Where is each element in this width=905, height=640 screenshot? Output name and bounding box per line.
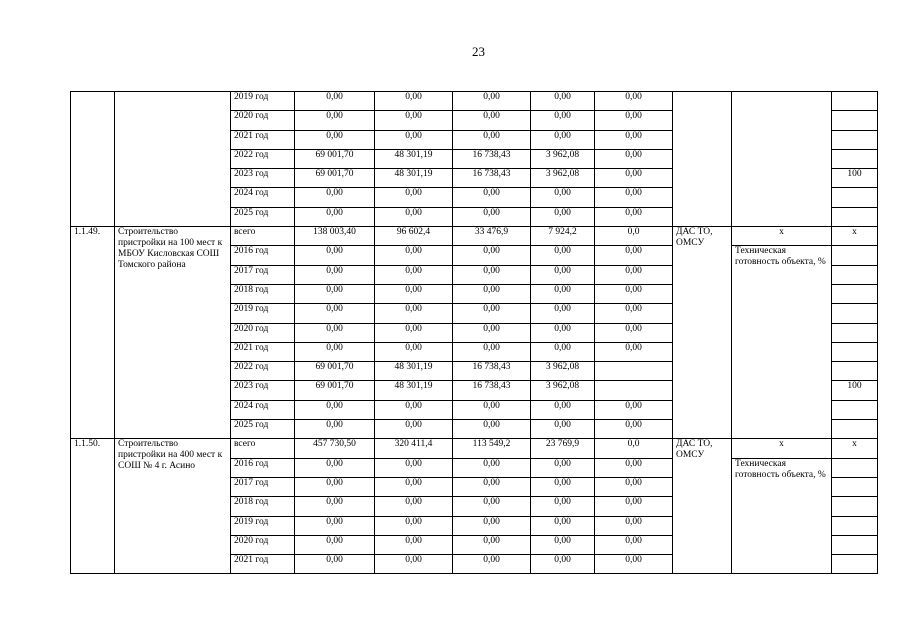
period-label: 2023 год	[231, 169, 295, 188]
table-row	[71, 92, 878, 111]
regional-value: 0,00	[453, 111, 531, 130]
period-label: 2019 год	[231, 304, 295, 323]
period-label: 2017 год	[231, 265, 295, 284]
regional-value: 0,00	[453, 188, 531, 207]
extra-value: 0,00	[595, 284, 673, 303]
federal-value: 0,00	[375, 284, 453, 303]
regional-value: 0,00	[453, 420, 531, 439]
total-value: 69 001,70	[295, 149, 375, 168]
target-value	[832, 265, 878, 284]
indicator-name	[732, 92, 832, 227]
regional-value: 0,00	[453, 400, 531, 419]
extra-value: 0,0	[595, 227, 673, 246]
period-label: 2025 год	[231, 420, 295, 439]
extra-value: 0,00	[595, 400, 673, 419]
regional-value: 0,00	[453, 323, 531, 342]
target-value	[832, 207, 878, 226]
indicator-top-value: x	[832, 227, 878, 246]
target-value	[832, 188, 878, 207]
period-label: всего	[231, 439, 295, 458]
federal-value: 0,00	[375, 420, 453, 439]
federal-value: 0,00	[375, 458, 453, 477]
target-value	[832, 362, 878, 381]
local-value: 0,00	[531, 92, 595, 111]
extra-value: 0,0	[595, 439, 673, 458]
local-value: 0,00	[531, 420, 595, 439]
local-value: 0,00	[531, 188, 595, 207]
local-value: 0,00	[531, 400, 595, 419]
target-value	[832, 92, 878, 111]
item-name	[115, 92, 231, 227]
extra-value: 0,00	[595, 265, 673, 284]
total-value: 0,00	[295, 516, 375, 535]
local-value: 3 962,08	[531, 381, 595, 400]
regional-value: 0,00	[453, 342, 531, 361]
indicator-top: x	[732, 439, 832, 458]
regional-value: 16 738,43	[453, 169, 531, 188]
extra-value: 0,00	[595, 477, 673, 496]
federal-value: 0,00	[375, 111, 453, 130]
period-label: 2025 год	[231, 207, 295, 226]
local-value: 0,00	[531, 284, 595, 303]
regional-value: 0,00	[453, 516, 531, 535]
regional-value: 113 549,2	[453, 439, 531, 458]
table-row	[71, 439, 878, 458]
local-value: 3 962,08	[531, 362, 595, 381]
period-label: 2021 год	[231, 130, 295, 149]
local-value: 23 769,9	[531, 439, 595, 458]
period-label: 2016 год	[231, 458, 295, 477]
local-value: 0,00	[531, 246, 595, 265]
regional-value: 0,00	[453, 304, 531, 323]
target-value	[832, 246, 878, 265]
total-value: 0,00	[295, 477, 375, 496]
indicator-top-value: x	[832, 439, 878, 458]
extra-value: 0,00	[595, 304, 673, 323]
local-value: 0,00	[531, 477, 595, 496]
total-value: 0,00	[295, 246, 375, 265]
period-label: 2018 год	[231, 497, 295, 516]
local-value: 0,00	[531, 497, 595, 516]
total-value: 69 001,70	[295, 362, 375, 381]
target-value	[832, 535, 878, 554]
target-value: 100	[832, 169, 878, 188]
target-value	[832, 420, 878, 439]
federal-value: 0,00	[375, 207, 453, 226]
regional-value: 0,00	[453, 497, 531, 516]
total-value: 457 730,50	[295, 439, 375, 458]
extra-value	[595, 381, 673, 400]
federal-value: 0,00	[375, 555, 453, 574]
federal-value: 0,00	[375, 188, 453, 207]
extra-value: 0,00	[595, 323, 673, 342]
target-value	[832, 130, 878, 149]
local-value: 3 962,08	[531, 169, 595, 188]
extra-value: 0,00	[595, 516, 673, 535]
extra-value: 0,00	[595, 149, 673, 168]
total-value: 0,00	[295, 535, 375, 554]
total-value: 0,00	[295, 420, 375, 439]
total-value: 0,00	[295, 342, 375, 361]
regional-value: 16 738,43	[453, 381, 531, 400]
regional-value: 0,00	[453, 555, 531, 574]
local-value: 0,00	[531, 342, 595, 361]
target-value	[832, 323, 878, 342]
period-label: 2023 год	[231, 381, 295, 400]
regional-value: 0,00	[453, 246, 531, 265]
federal-value: 48 301,19	[375, 169, 453, 188]
federal-value: 0,00	[375, 265, 453, 284]
page-number: 23	[472, 44, 485, 59]
total-value: 0,00	[295, 323, 375, 342]
period-label: 2020 год	[231, 111, 295, 130]
extra-value	[595, 362, 673, 381]
extra-value: 0,00	[595, 458, 673, 477]
period-label: 2022 год	[231, 149, 295, 168]
regional-value: 0,00	[453, 265, 531, 284]
local-value: 0,00	[531, 207, 595, 226]
extra-value: 0,00	[595, 555, 673, 574]
federal-value: 0,00	[375, 130, 453, 149]
regional-value: 0,00	[453, 458, 531, 477]
federal-value: 0,00	[375, 497, 453, 516]
total-value: 0,00	[295, 207, 375, 226]
table-row	[71, 227, 878, 246]
extra-value: 0,00	[595, 420, 673, 439]
federal-value: 0,00	[375, 304, 453, 323]
target-value	[832, 477, 878, 496]
extra-value: 0,00	[595, 497, 673, 516]
federal-value: 0,00	[375, 246, 453, 265]
period-label: 2018 год	[231, 284, 295, 303]
regional-value: 0,00	[453, 535, 531, 554]
federal-value: 320 411,4	[375, 439, 453, 458]
target-value	[832, 516, 878, 535]
total-value: 0,00	[295, 304, 375, 323]
total-value: 0,00	[295, 497, 375, 516]
federal-value: 0,00	[375, 516, 453, 535]
federal-value: 0,00	[375, 400, 453, 419]
local-value: 0,00	[531, 304, 595, 323]
total-value: 69 001,70	[295, 169, 375, 188]
regional-value: 33 476,9	[453, 227, 531, 246]
total-value: 0,00	[295, 555, 375, 574]
item-code	[71, 92, 115, 227]
period-label: 2019 год	[231, 516, 295, 535]
period-label: всего	[231, 227, 295, 246]
local-value: 0,00	[531, 111, 595, 130]
regional-value: 16 738,43	[453, 149, 531, 168]
federal-value: 0,00	[375, 477, 453, 496]
local-value: 7 924,2	[531, 227, 595, 246]
total-value: 0,00	[295, 400, 375, 419]
extra-value: 0,00	[595, 342, 673, 361]
target-value	[832, 342, 878, 361]
executor-cell: ДАС ТО, ОМСУ	[673, 439, 732, 574]
extra-value: 0,00	[595, 92, 673, 111]
period-label: 2021 год	[231, 555, 295, 574]
period-label: 2016 год	[231, 246, 295, 265]
federal-value: 0,00	[375, 323, 453, 342]
local-value: 0,00	[531, 516, 595, 535]
federal-value: 96 602,4	[375, 227, 453, 246]
indicator-name: Техническая готовность объекта, %	[732, 458, 832, 574]
target-value	[832, 400, 878, 419]
extra-value: 0,00	[595, 169, 673, 188]
period-label: 2020 год	[231, 535, 295, 554]
regional-value: 0,00	[453, 477, 531, 496]
period-label: 2024 год	[231, 188, 295, 207]
extra-value: 0,00	[595, 130, 673, 149]
local-value: 0,00	[531, 555, 595, 574]
target-value	[832, 149, 878, 168]
local-value: 0,00	[531, 323, 595, 342]
target-value	[832, 497, 878, 516]
extra-value: 0,00	[595, 535, 673, 554]
total-value: 0,00	[295, 188, 375, 207]
target-value	[832, 555, 878, 574]
federal-value: 0,00	[375, 535, 453, 554]
total-value: 0,00	[295, 284, 375, 303]
regional-value: 0,00	[453, 130, 531, 149]
extra-value: 0,00	[595, 246, 673, 265]
period-label: 2024 год	[231, 400, 295, 419]
total-value: 138 003,40	[295, 227, 375, 246]
regional-value: 0,00	[453, 284, 531, 303]
extra-value: 0,00	[595, 207, 673, 226]
federal-value: 48 301,19	[375, 381, 453, 400]
regional-value: 0,00	[453, 207, 531, 226]
total-value: 0,00	[295, 265, 375, 284]
federal-value: 0,00	[375, 342, 453, 361]
total-value: 0,00	[295, 92, 375, 111]
executor-cell	[673, 92, 732, 227]
target-value	[832, 284, 878, 303]
regional-value: 0,00	[453, 92, 531, 111]
item-code: 1.1.49.	[71, 227, 115, 439]
local-value: 0,00	[531, 458, 595, 477]
local-value: 0,00	[531, 265, 595, 284]
program-table	[70, 91, 878, 574]
target-value	[832, 111, 878, 130]
period-label: 2019 год	[231, 92, 295, 111]
local-value: 0,00	[531, 130, 595, 149]
target-value: 100	[832, 381, 878, 400]
total-value: 69 001,70	[295, 381, 375, 400]
local-value: 0,00	[531, 535, 595, 554]
extra-value: 0,00	[595, 111, 673, 130]
item-name: Строительство пристройки на 400 мест к СОШ № 4 г. Асино	[115, 439, 231, 574]
total-value: 0,00	[295, 130, 375, 149]
federal-value: 48 301,19	[375, 149, 453, 168]
period-label: 2020 год	[231, 323, 295, 342]
regional-value: 16 738,43	[453, 362, 531, 381]
extra-value: 0,00	[595, 188, 673, 207]
item-name: Строительство пристройки на 100 мест к МБОУ Кисловская СОШ Томского района	[115, 227, 231, 439]
executor-cell: ДАС ТО, ОМСУ	[673, 227, 732, 439]
total-value: 0,00	[295, 458, 375, 477]
target-value	[832, 458, 878, 477]
federal-value: 0,00	[375, 92, 453, 111]
local-value: 3 962,08	[531, 149, 595, 168]
indicator-top: x	[732, 227, 832, 246]
target-value	[832, 304, 878, 323]
period-label: 2021 год	[231, 342, 295, 361]
period-label: 2017 год	[231, 477, 295, 496]
federal-value: 48 301,19	[375, 362, 453, 381]
item-code: 1.1.50.	[71, 439, 115, 574]
total-value: 0,00	[295, 111, 375, 130]
period-label: 2022 год	[231, 362, 295, 381]
indicator-name: Техническая готовность объекта, %	[732, 246, 832, 439]
